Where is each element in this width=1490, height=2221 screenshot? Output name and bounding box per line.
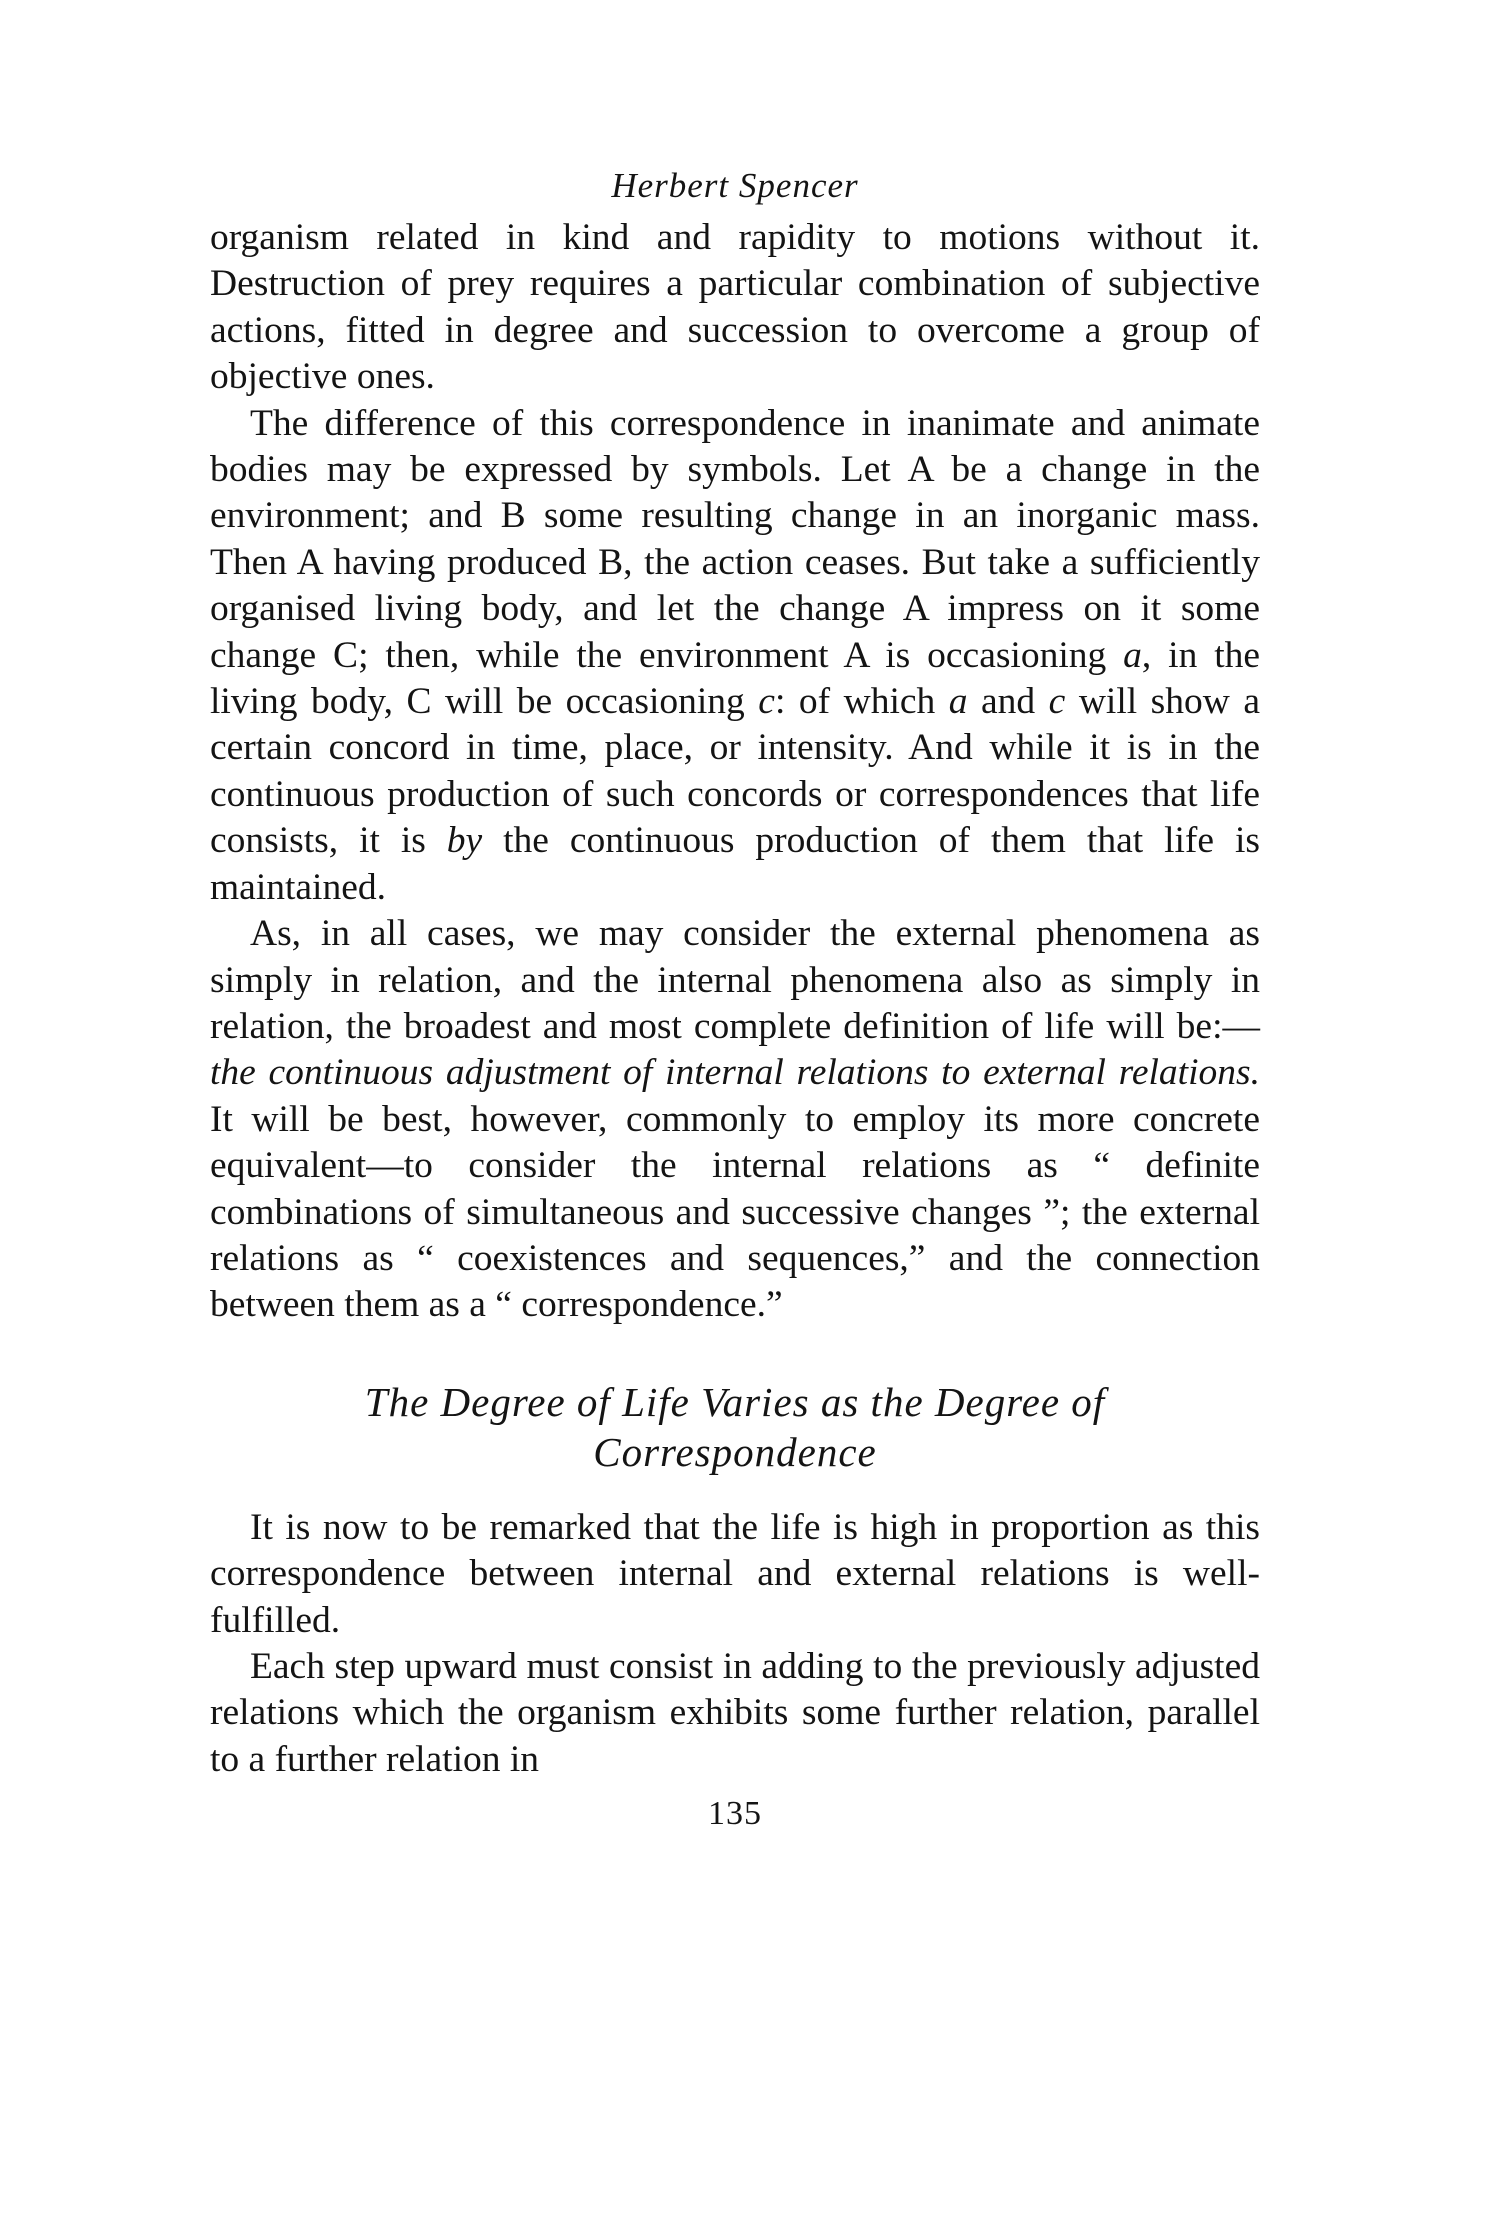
text-segment: organism related in kind and rapidity to motions without it. Destruction of prey requires a particular combination of subjective actions, fitted in degree and succession to overcome a group of objective ones. xyxy=(210,217,1260,398)
italic-text-segment: c xyxy=(1048,681,1066,723)
body-text-top xyxy=(210,215,1260,1329)
text-segment: Each step upward must consist in adding to the previously adjusted relations which the organism exhibits some further relation, parallel to a further relation in xyxy=(210,1645,1260,1780)
text-segment: the continuous production of them that life is maintained. xyxy=(210,820,1260,908)
italic-text-segment: c xyxy=(758,681,775,723)
paragraph-1 xyxy=(210,215,1260,401)
running-head: Herbert Spencer xyxy=(611,166,859,205)
italic-text-segment: the continuous adjustment of internal relations to external relations. xyxy=(210,1052,1260,1094)
italic-text-segment: a xyxy=(948,681,968,723)
text-segment: It is now to be remarked that the life is high in proportion as this correspondence between internal and external relations is well-fulfilled. xyxy=(210,1506,1260,1641)
paragraph-2 xyxy=(210,401,1260,911)
text-segment: It will be best, however, commonly to employ its more concrete equivalent—to consider the internal relations as “ definite combinations of simultaneous and successive changes ”; the external relations as “ coexistences and sequences,” and the connection between them as a “ correspondence.” xyxy=(210,1098,1260,1326)
text-segment: The difference of this correspondence in inanimate and animate bodies may be expressed by symbols. Let A be a change in the environment; and B some resulting change in an inorganic mass. Then A having produced B, the action ceases. But take a sufficiently organised living body, and let the change A impress on it some change C; then, while the environment A is occasioning xyxy=(210,402,1260,676)
paragraph-3 xyxy=(210,911,1260,1329)
italic-text-segment: a xyxy=(1123,634,1142,676)
body-text-bottom xyxy=(210,1505,1260,1783)
italic-text-segment: by xyxy=(446,820,483,862)
text-segment: : of which xyxy=(774,681,949,723)
section-heading-line-2: Correspondence xyxy=(593,1428,877,1475)
book-page xyxy=(210,168,1260,1831)
paragraph-5 xyxy=(210,1644,1260,1783)
text-segment: As, in all cases, we may consider the external phenomena as simply in relation, and the internal phenomena also as simply in relation, the broadest and most complete definition of life will be:— xyxy=(210,913,1260,1047)
text-segment: and xyxy=(967,681,1049,723)
section-heading-line-1: The Degree of Life Varies as the Degree of xyxy=(364,1378,1106,1425)
section-heading xyxy=(210,1377,1260,1477)
paragraph-4 xyxy=(210,1505,1260,1644)
text-segment: , in the living body, C will be occasioning xyxy=(210,634,1261,723)
text-segment: will show a certain concord in time, place, or intensity. And while it is in the continuous production of such concords or correspondences that life consists, it is xyxy=(210,681,1260,862)
page-number: 135 xyxy=(708,1795,762,1833)
